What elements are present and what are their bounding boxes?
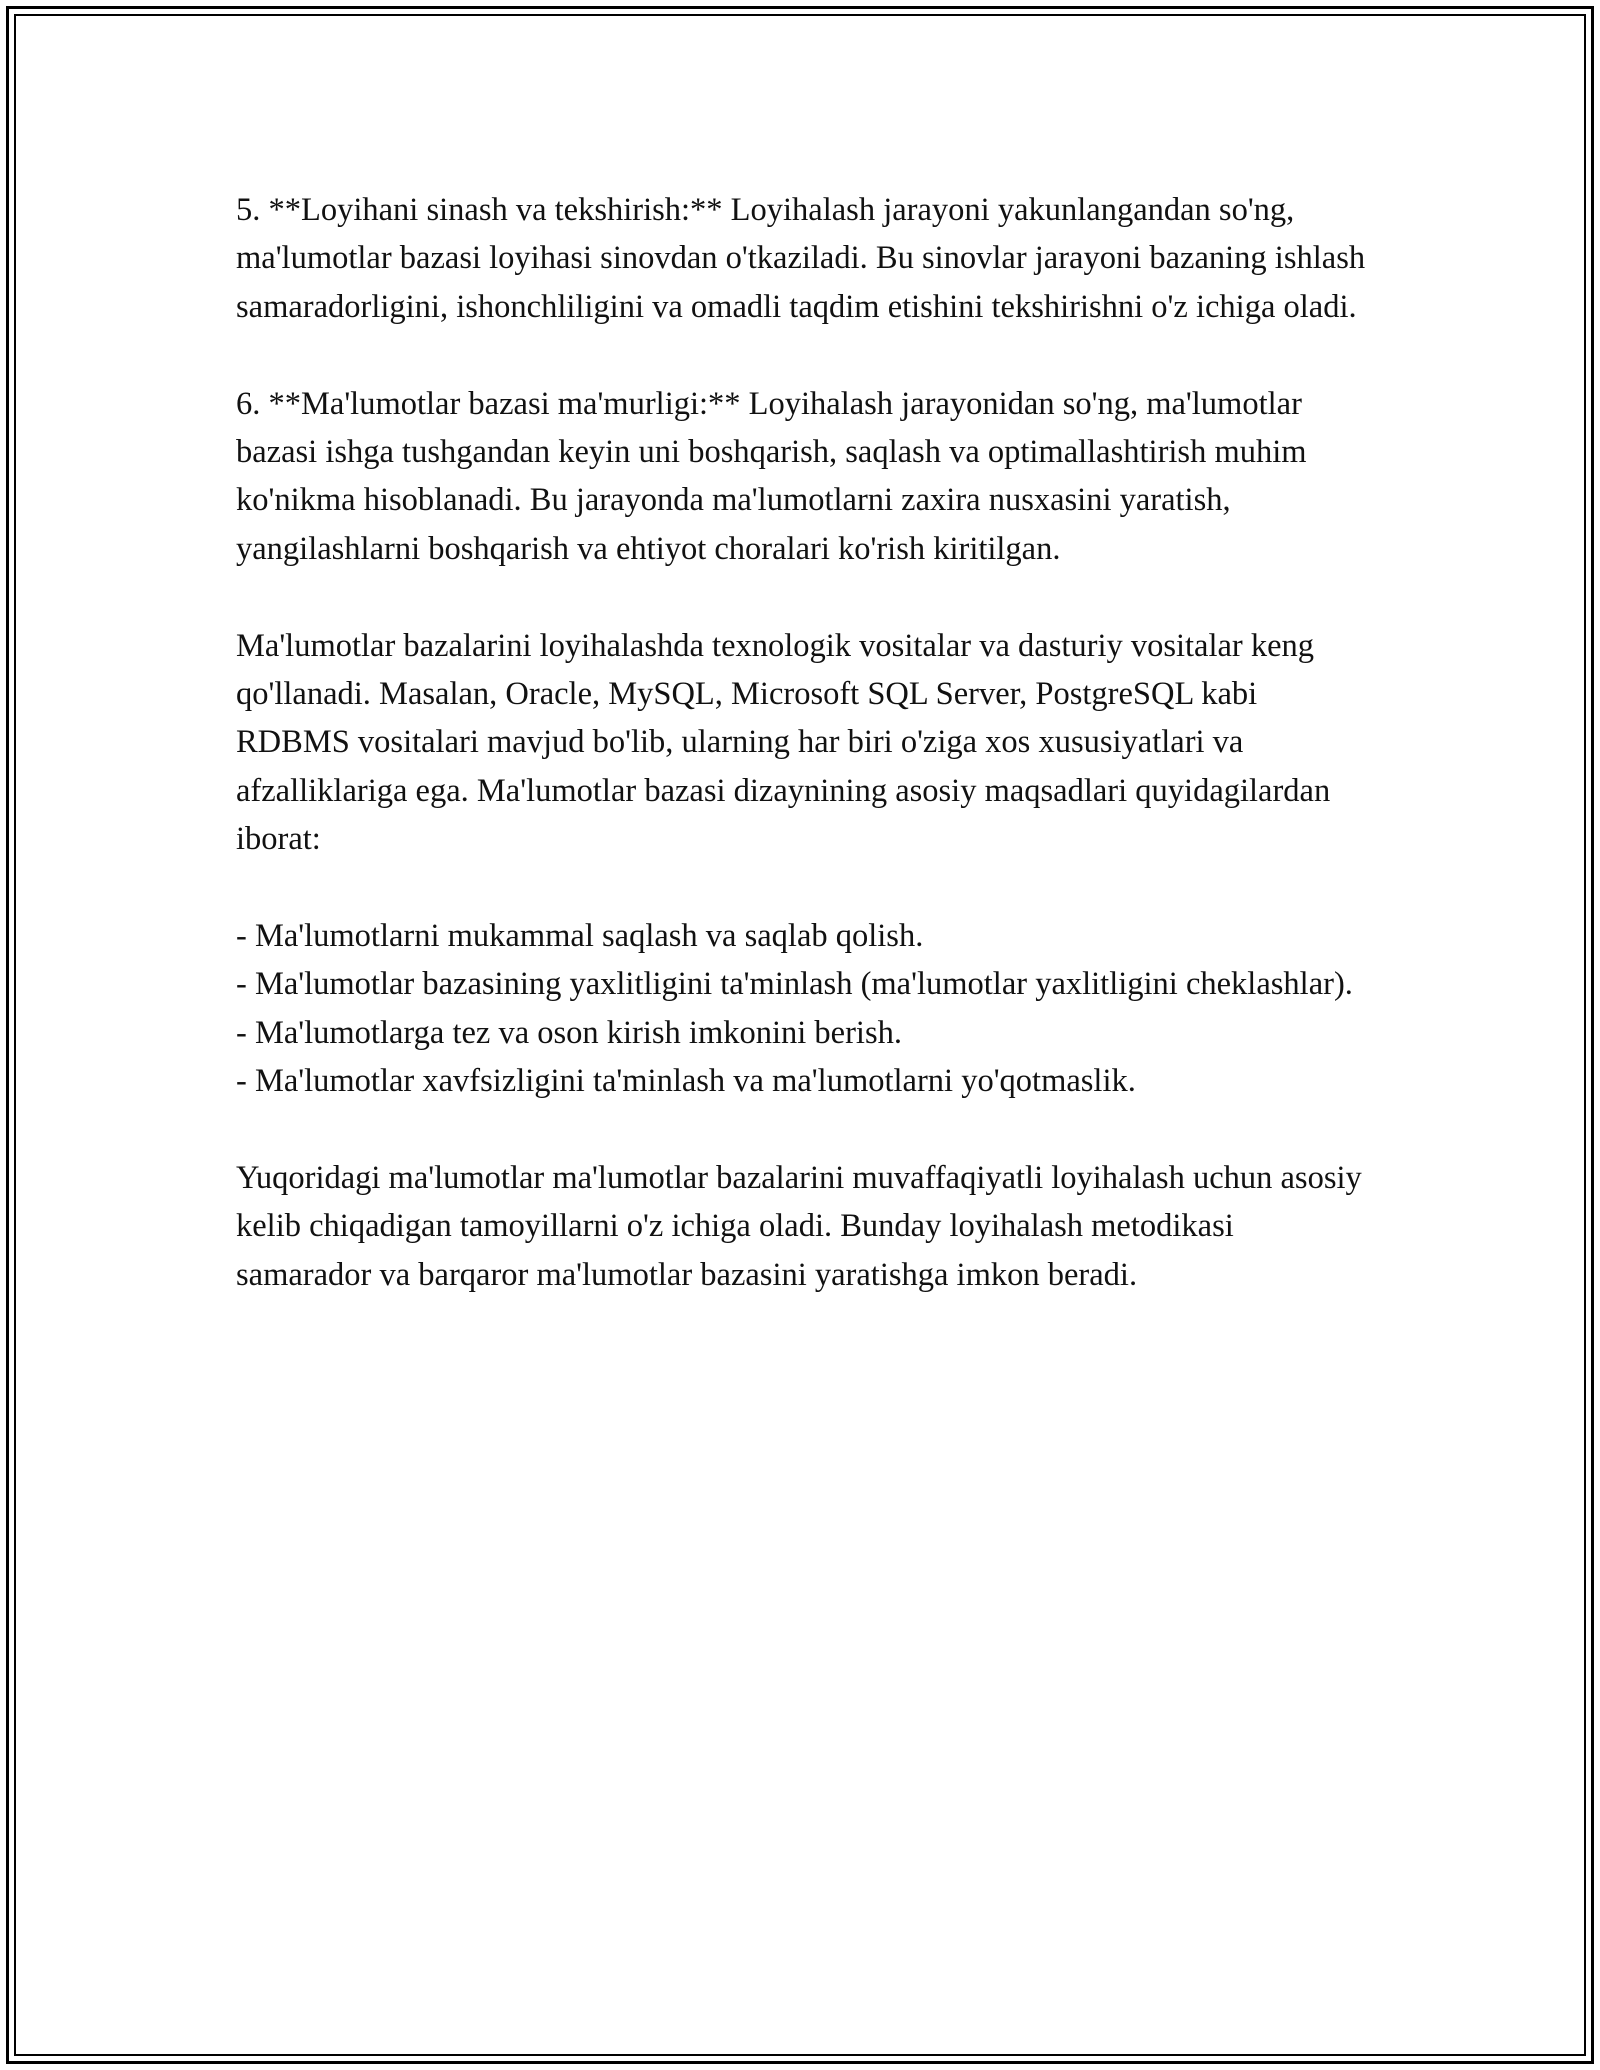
paragraph-tools: Ma'lumotlar bazalarini loyihalashda texnologik vositalar va dasturiy vositalar keng qo'llanadi. Masalan, Oracle, MySQL, Microsoft SQL Server, PostgreSQL kabi RDBMS vositalari mavjud bo'lib, ularning har biri o'ziga xos xususiyatlari va afzalliklariga ega. Ma'lumotlar bazasi dizaynining asosiy maqsadlari quyidagilardan iborat: [236, 627, 1331, 858]
list-item: - Ma'lumotlarni mukammal saqlash va saqlab qolish. [236, 918, 924, 955]
paragraph-step-6: 6. **Ma'lumotlar bazasi ma'murligi:** Loyihalash jarayonidan so'ng, ma'lumotlar bazasi ishga tushgandan keyin uni boshqarish, saqlash va optimallashtirish muhim ko'nikma hisoblanadi. Bu jarayonda ma'lumotlarni zaxira nusxasini yaratish, yangilashlarni boshqarish va ehtiyot choralari ko'rish kiritilgan. [236, 385, 1307, 567]
paragraph-conclusion: Yuqoridagi ma'lumotlar ma'lumotlar bazalarini muvaffaqiyatli loyihalash uchun asosiy kelib chiqadigan tamoyillarni o'z ichiga oladi. Bunday loyihalash metodikasi samarador va barqaror ma'lumotlar bazasini yaratishga imkon beradi. [236, 1160, 1362, 1293]
list-item: - Ma'lumotlar xavfsizligini ta'minlash va ma'lumotlarni yo'qotmaslik. [236, 1063, 1136, 1100]
goals-list [236, 912, 1366, 1106]
document-body [236, 186, 1366, 1348]
list-item: - Ma'lumotlar bazasining yaxlitligini ta'minlash (ma'lumotlar yaxlitligini cheklashlar). [236, 966, 1353, 1003]
list-item: - Ma'lumotlarga tez va oson kirish imkonini berish. [236, 1014, 902, 1051]
paragraph-step-5: 5. **Loyihani sinash va tekshirish:** Loyihalash jarayoni yakunlangandan so'ng, ma'lumotlar bazasi loyihasi sinovdan o'tkaziladi. Bu sinovlar jarayoni bazaning ishlash samaradorligini, ishonchliligini va omadli taqdim etishini tekshirishni o'z ichiga oladi. [236, 192, 1366, 325]
